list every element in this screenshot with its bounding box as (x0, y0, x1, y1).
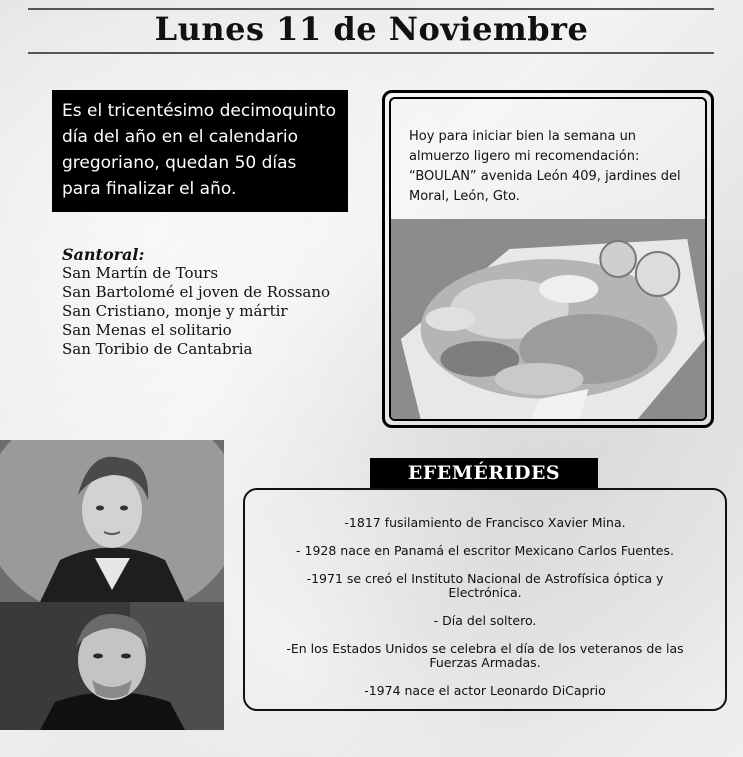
efemerides-item: -1974 nace el actor Leonardo DiCaprio (364, 683, 606, 698)
actor-photo-image (0, 602, 224, 730)
santoral-item: San Martín de Tours (62, 264, 219, 282)
efemerides-item: -En los Estados Unidos se celebra el día de los veteranos de las Fuerzas Armadas. (286, 641, 684, 670)
recommendation-inner (389, 97, 707, 421)
efemerides-box (243, 488, 727, 711)
santoral-item: San Toribio de Cantabria (62, 340, 253, 358)
santoral-section (62, 245, 330, 359)
bottom-rule (28, 52, 714, 54)
efemerides-list (245, 516, 725, 698)
historical-portrait-image (0, 440, 224, 602)
santoral-label: Santoral: (62, 245, 145, 264)
page-title: Lunes 11 de Noviembre (154, 10, 589, 48)
recommendation-text: Hoy para iniciar bien la semana un almuerzo ligero mi recomendación: “BOULAN” avenida León 409, jardines del Moral, León, Gto. (409, 129, 681, 204)
efemerides-item: -1971 se creó el Instituto Nacional de Astrofísica óptica y Electrónica. (306, 571, 664, 600)
efemerides-item: - 1928 nace en Panamá el escritor Mexicano Carlos Fuentes. (296, 543, 674, 558)
santoral-item: San Menas el solitario (62, 321, 232, 339)
efemerides-item: -1817 fusilamiento de Francisco Xavier Mina. (344, 515, 626, 530)
food-photo (391, 219, 705, 421)
day-info-text: Es el tricentésimo decimoquinto día del año en el calendario gregoriano, quedan 50 días para finalizar el año. (62, 101, 337, 199)
efemerides-heading: EFEMÉRIDES (370, 458, 598, 488)
efemerides-item: - Día del soltero. (433, 613, 537, 628)
santoral-item: San Cristiano, monje y mártir (62, 302, 288, 320)
santoral-item: San Bartolomé el joven de Rossano (62, 283, 331, 301)
santoral-list (62, 264, 330, 359)
recommendation-frame (382, 90, 714, 428)
day-info-box (52, 90, 348, 212)
